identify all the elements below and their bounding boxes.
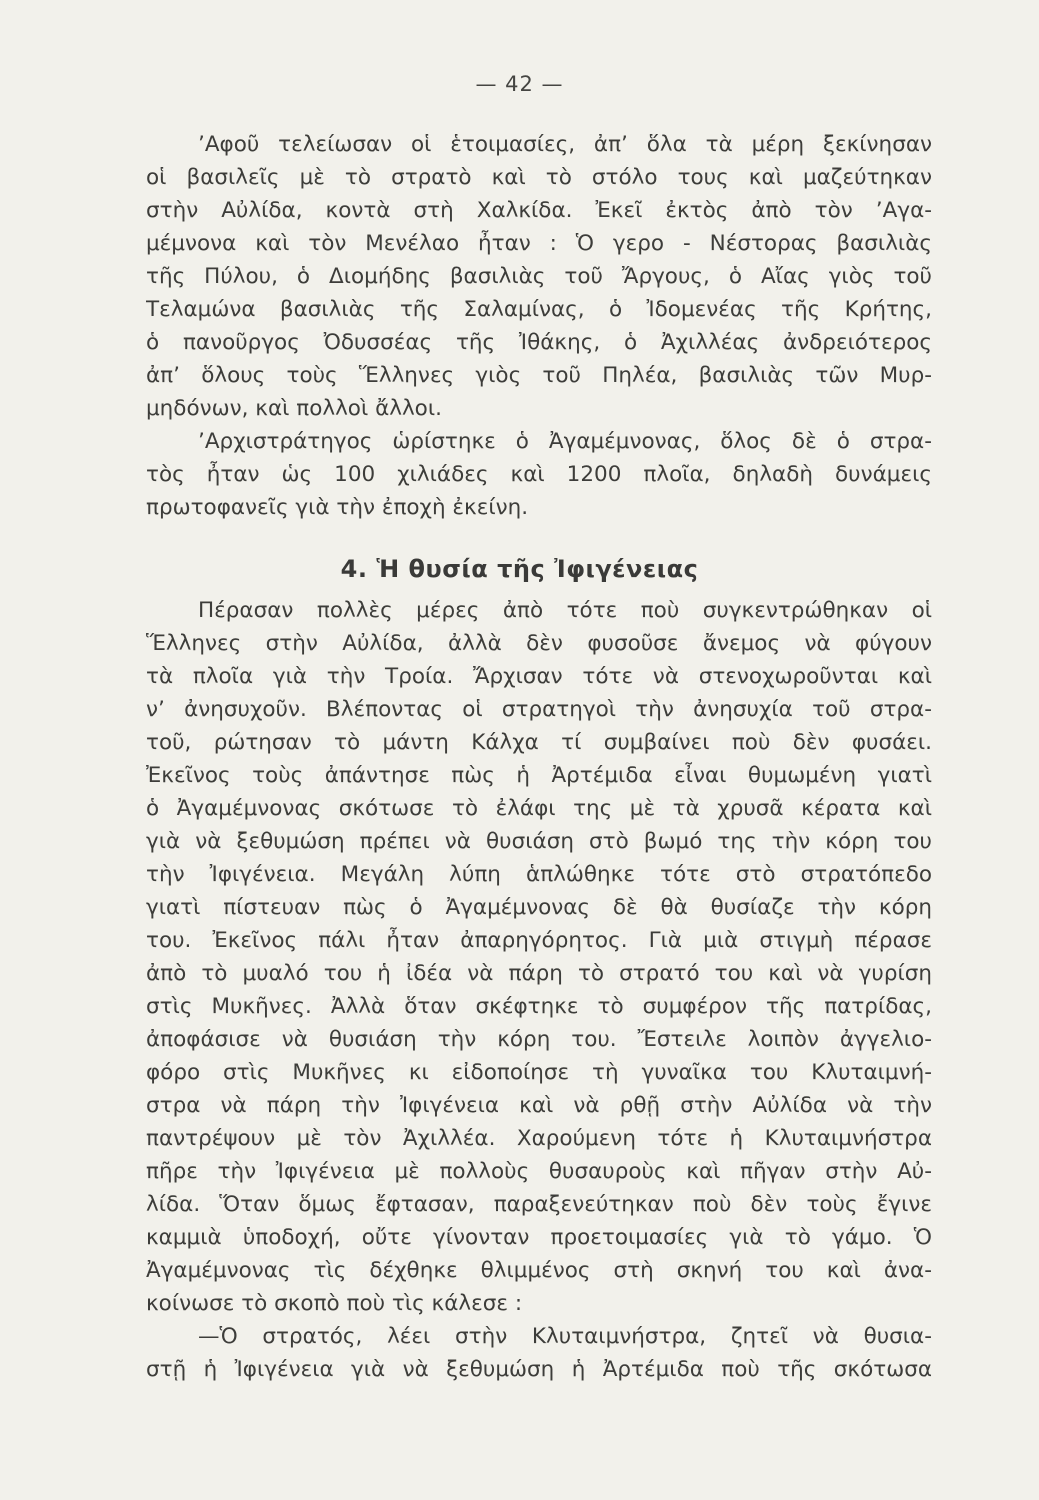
text-line: ὁ πανοῦργος Ὀδυσσέας τῆς Ἰθάκης, ὁ Ἀχιλλέας ἀνδρειότερος — [146, 330, 932, 355]
text-line: Τελαμώνα βασιλιὰς τῆς Σαλαμίνας, ὁ Ἰδομενέας τῆς Κρήτης, — [146, 297, 932, 322]
text-line: ’Αρχιστράτηγος ὡρίστηκε ὁ Ἀγαμέμνονας, ὅλος δὲ ὁ στρα- — [198, 429, 932, 454]
text-line: Ἀγαμέμνονας τὶς δέχθηκε θλιμμένος στὴ σκηνή του καὶ ἀνα- — [146, 1258, 932, 1283]
text-line: γιὰ νὰ ξεθυμώση πρέπει νὰ θυσιάση στὸ βωμό της τὴν κόρη του — [146, 829, 932, 854]
text-line: Ἐκεῖνος τοὺς ἀπάντησε πὼς ἡ Ἀρτέμιδα εἶναι θυμωμένη γιατὶ — [146, 763, 932, 788]
text-line: τὰ πλοῖα γιὰ τὴν Τροία. Ἄρχισαν τότε νὰ στενοχωροῦνται καὶ — [146, 664, 932, 689]
text-line: ἀποφάσισε νὰ θυσιάση τὴν κόρη του. Ἔστειλε λοιπὸν ἀγγελιο- — [146, 1027, 932, 1052]
text-line: ἀπ’ ὅλους τοὺς Ἕλληνες γιὸς τοῦ Πηλέα, βασιλιὰς τῶν Μυρ- — [146, 363, 932, 388]
section-heading: 4. Ἡ θυσία τῆς Ἰφιγένειας — [340, 555, 699, 583]
text-line: μηδόνων, καὶ πολλοὶ ἄλλοι. — [146, 396, 442, 421]
text-line: φόρο στὶς Μυκῆνες κι εἰδοποίησε τὴ γυναῖκα του Κλυταιμνή- — [146, 1060, 932, 1085]
text-line: τὸς ἦταν ὡς 100 χιλιάδες καὶ 1200 πλοῖα, δηλαδὴ δυνάμεις — [146, 462, 932, 487]
text-line: Πέρασαν πολλὲς μέρες ἀπὸ τότε ποὺ συγκεντρώθηκαν οἱ — [198, 598, 932, 623]
text-line: λίδα. Ὅταν ὅμως ἔφτασαν, παραξενεύτηκαν ποὺ δὲν τοὺς ἔγινε — [146, 1192, 932, 1217]
paragraph-assembly-at-aulis — [146, 128, 932, 425]
text-line: στρα νὰ πάρη τὴν Ἰφιγένεια καὶ νὰ ρθῇ στὴν Αὐλίδα νὰ τὴν — [146, 1093, 932, 1118]
text-line: τῆς Πύλου, ὁ Διομήδης βασιλιὰς τοῦ Ἄργους, ὁ Αἴας γιὸς τοῦ — [146, 264, 932, 289]
text-line: παντρέψουν μὲ τὸν Ἀχιλλέα. Χαρούμενη τότε ἡ Κλυταιμνήστρα — [146, 1126, 932, 1151]
text-line: πρωτοφανεῖς γιὰ τὴν ἐποχὴ ἐκείνη. — [146, 495, 529, 520]
page-number: — 42 — — [475, 72, 564, 96]
text-line: στὶς Μυκῆνες. Ἀλλὰ ὅταν σκέφτηκε τὸ συμφέρον τῆς πατρίδας, — [146, 994, 932, 1019]
paragraph-commander-in-chief — [146, 425, 932, 524]
text-line: του. Ἐκεῖνος πάλι ἦταν ἀπαρηγόρητος. Γιὰ μιὰ στιγμὴ πέρασε — [146, 928, 932, 953]
text-line: τὴν Ἰφιγένεια. Μεγάλη λύπη ἁπλώθηκε τότε στὸ στρατόπεδο — [146, 862, 932, 887]
paragraph-sacrifice-of-iphigenia — [146, 594, 932, 1386]
text-line: στὴν Αὐλίδα, κοντὰ στὴ Χαλκίδα. Ἐκεῖ ἐκτὸς ἀπὸ τὸν ’Αγα- — [146, 198, 932, 223]
text-line: τοῦ, ρώτησαν τὸ μάντη Κάλχα τί συμβαίνει ποὺ δὲν φυσάει. — [146, 730, 932, 755]
text-line: μέμνονα καὶ τὸν Μενέλαο ἦταν : Ὁ γερο - Νέστορας βασιλιὰς — [146, 231, 932, 256]
text-line: κοίνωσε τὸ σκοπὸ ποὺ τὶς κάλεσε : — [146, 1291, 523, 1316]
text-line: ν’ ἀνησυχοῦν. Βλέποντας οἱ στρατηγοὶ τὴν ἀνησυχία τοῦ στρα- — [146, 697, 932, 722]
text-line: ’Αφοῦ τελείωσαν οἱ ἑτοιμασίες, ἀπ’ ὅλα τὰ μέρη ξεκίνησαν — [198, 132, 932, 157]
text-line: —Ὁ στρατός, λέει στὴν Κλυταιμνήστρα, ζητεῖ νὰ θυσια- — [198, 1324, 932, 1349]
text-line: γιατὶ πίστευαν πὼς ὁ Ἀγαμέμνονας δὲ θὰ θυσίαζε τὴν κόρη — [146, 895, 932, 920]
text-line: οἱ βασιλεῖς μὲ τὸ στρατὸ καὶ τὸ στόλο τους καὶ μαζεύτηκαν — [146, 165, 932, 190]
text-line: πῆρε τὴν Ἰφιγένεια μὲ πολλοὺς θυσαυροὺς καὶ πῆγαν στὴν Αὐ- — [146, 1159, 932, 1184]
text-line: καμμιὰ ὑποδοχή, οὔτε γίνονταν προετοιμασίες γιὰ τὸ γάμο. Ὁ — [146, 1225, 932, 1250]
text-line: Ἕλληνες στὴν Αὐλίδα, ἀλλὰ δὲν φυσοῦσε ἄνεμος νὰ φύγουν — [146, 631, 932, 656]
text-line: στῇ ἡ Ἰφιγένεια γιὰ νὰ ξεθυμώση ἡ Ἀρτέμιδα ποὺ τῆς σκότωσα — [146, 1357, 932, 1382]
text-line: ὁ Ἀγαμέμνονας σκότωσε τὸ ἐλάφι της μὲ τὰ χρυσᾶ κέρατα καὶ — [146, 796, 932, 821]
text-line: ἀπὸ τὸ μυαλό του ἡ ἰδέα νὰ πάρη τὸ στρατό του καὶ νὰ γυρίση — [146, 961, 932, 986]
